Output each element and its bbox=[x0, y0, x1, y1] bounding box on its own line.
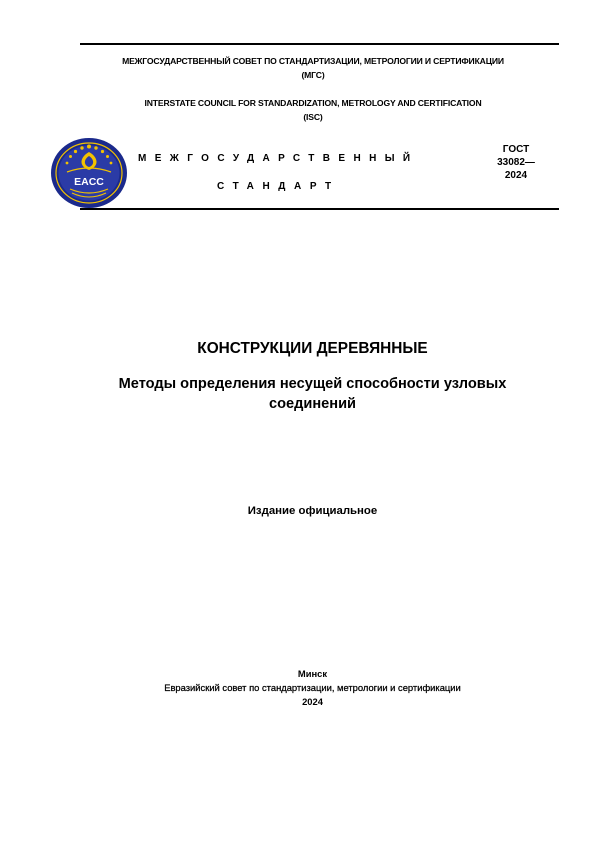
standard-type-line1: МЕЖГОСУДАРСТВЕННЫЙ bbox=[138, 153, 419, 164]
imprint-city: Минск bbox=[297, 668, 328, 679]
designation-year: 2024 bbox=[504, 170, 528, 181]
council-name-ru-text: МЕЖГОСУДАРСТВЕННЫЙ СОВЕТ ПО СТАНДАРТИЗАЦИИ, МЕТРОЛОГИИ И СЕРТИФИКАЦИИ bbox=[122, 56, 504, 66]
council-name-en bbox=[58, 96, 568, 124]
document-subtitle-line2: соединений bbox=[268, 396, 357, 412]
designation-prefix: ГОСТ bbox=[502, 144, 530, 155]
edition-label: Издание официальное bbox=[247, 505, 378, 517]
council-abbr-ru: (МГС) bbox=[301, 70, 325, 80]
council-abbr-en: (ISC) bbox=[303, 112, 323, 122]
imprint-year: 2024 bbox=[302, 696, 323, 707]
document-subtitle bbox=[60, 374, 565, 414]
standard-designation bbox=[486, 143, 546, 182]
designation-number: 33082— bbox=[497, 157, 535, 168]
document-title: КОНСТРУКЦИИ ДЕРЕВЯННЫЕ bbox=[197, 340, 428, 357]
council-name-en-text: INTERSTATE COUNCIL FOR STANDARDIZATION, METROLOGY AND CERTIFICATION bbox=[144, 98, 482, 108]
document-subtitle-line1: Методы определения несущей способности узловых bbox=[118, 376, 507, 392]
emblem-label: EACC bbox=[74, 176, 104, 188]
bottom-rule bbox=[80, 208, 559, 210]
easc-emblem-icon bbox=[50, 137, 128, 209]
imprint-publisher: Евразийский совет по стандартизации, метрологии и сертификации bbox=[164, 682, 461, 693]
standard-type-line2: СТАНДАРТ bbox=[217, 181, 340, 192]
council-name-ru bbox=[58, 54, 568, 82]
top-rule bbox=[80, 43, 559, 45]
